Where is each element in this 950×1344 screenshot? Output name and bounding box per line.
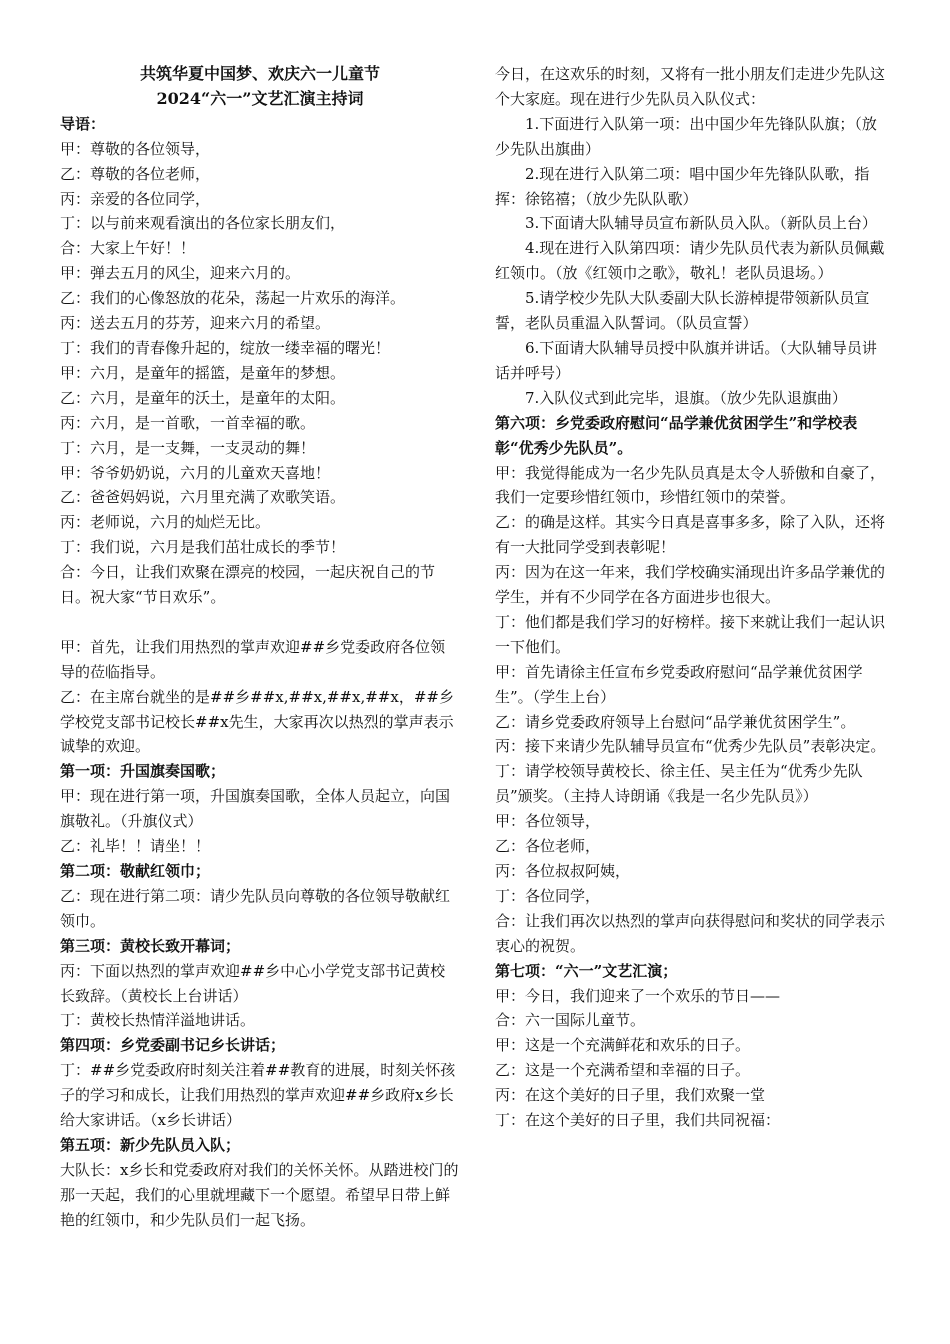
paragraph: 丙：在这个美好的日子里，我们欢聚一堂	[495, 1086, 766, 1105]
paragraph: 今日，在这欢乐的时刻，又将有一批小朋友们走进少先队这个大家庭。现在进行少先队员入队仪式：	[495, 65, 886, 108]
paragraph: 甲：今日，我们迎来了一个欢乐的节日——	[495, 986, 781, 1005]
paragraph: 合：大家上午好！！	[60, 239, 196, 258]
paragraph: 合：六一国际儿童节。	[495, 1011, 646, 1030]
paragraph: 丁：各位同学，	[495, 886, 601, 905]
section-heading-5: 第五项：新少先队员入队；	[60, 1135, 241, 1154]
paragraph: 丁：我们说，六月是我们茁壮成长的季节！	[60, 538, 346, 557]
paragraph: 丁：我们的青春像升起的，绽放一缕幸福的曙光！	[60, 338, 391, 357]
paragraph: 丁：六月，是一支舞，一支灵动的舞！	[60, 438, 316, 457]
paragraph: 丙：因为在这一年来，我们学校确实涌现出许多品学兼优的学生，并有不少同学在各方面进步也很大。	[495, 563, 886, 607]
paragraph: 丙：下面以热烈的掌声欢迎##乡中心小学党支部书记黄校长致辞。（黄校长上台讲话）	[60, 961, 446, 1005]
paragraph: 丙：老师说，六月的灿烂无比。	[60, 513, 271, 532]
paragraph: 丁：以与前来观看演出的各位家长朋友们，	[60, 214, 346, 233]
ceremony-step: 6.下面请大队辅导员授中队旗并讲话。（大队辅导员讲话并呼号）	[495, 338, 877, 382]
paragraph: 丁：##乡党委政府时刻关注着##教育的进展，时刻关怀孩子的学习和成长，让我们用热烈的掌声欢迎##乡政府x乡长给大家讲话。（x乡长讲话）	[60, 1061, 456, 1130]
section-heading-6: 第六项：乡党委政府慰问“品学兼优贫困学生”和学校表彰“优秀少先队员”。	[495, 413, 858, 457]
paragraph: 大队长：x乡长和党委政府对我们的关怀关怀。从踏进校门的那一天起，我们的心里就埋藏下一个愿望。希望早日带上鲜艳的红领巾，和少先队员们一起飞扬。	[60, 1160, 459, 1229]
ceremony-step: 5.请学校少先队大队委副大队长游棹提带领新队员宣誓，老队员重温入队誓词。（队员宣誓）	[495, 289, 870, 333]
doc-subtitle: 2024“六一”文艺汇演主持词	[156, 88, 364, 108]
paragraph: 乙：各位老师，	[495, 837, 601, 856]
paragraph: 甲：尊敬的各位领导，	[60, 139, 211, 158]
paragraph: 甲：我觉得能成为一名少先队员真是太令人骄傲和自豪了，我们一定要珍惜红领巾，珍惜红领巾的荣誉。	[495, 463, 886, 507]
paragraph: 丁：请学校领导黄校长、徐主任、吴主任为“优秀少先队员”颁奖。（主持人诗朗诵《我是一名少先队员》）	[495, 762, 863, 806]
left-column	[60, 62, 460, 1233]
paragraph: 甲：弹去五月的风尘，迎来六月的。	[60, 264, 301, 283]
paragraph: 合：让我们再次以热烈的掌声向获得慰问和奖状的同学表示衷心的祝贺。	[495, 911, 886, 955]
ceremony-step: 4.现在进行入队第四项：请少先队员代表为新队员佩戴红领巾。（放《红领巾之歌》，敬礼！老队员退场。）	[495, 239, 885, 283]
paragraph: 乙：的确是这样。其实今日真是喜事多多，除了入队，还将有一大批同学受到表彰呢！	[495, 513, 886, 557]
paragraph: 乙：现在进行第二项：请少先队员向尊敬的各位领导敬献红领巾。	[60, 886, 451, 930]
paragraph: 丙：送去五月的芬芳，迎来六月的希望。	[60, 314, 331, 333]
section-heading-7: 第七项：“六一”文艺汇演；	[495, 961, 678, 980]
paragraph: 合：今日，让我们欢聚在漂亮的校园，一起庆祝自己的节日。祝大家“节日欢乐”。	[60, 563, 436, 607]
ceremony-step: 2.现在进行入队第二项：唱中国少年先锋队队歌，指挥：徐铭禧；（放少先队队歌）	[495, 164, 870, 208]
paragraph: 乙：我们的心像怒放的花朵，荡起一片欢乐的海洋。	[60, 289, 406, 308]
paragraph: 甲：首先，让我们用热烈的掌声欢迎##乡党委政府各位领导的莅临指导。	[60, 637, 446, 681]
right-column	[495, 62, 890, 1133]
paragraph: 甲：这是一个充满鲜花和欢乐的日子。	[495, 1036, 751, 1055]
paragraph: 乙：在主席台就坐的是##乡##x,##x,##x,##x，##乡学校党支部书记校长##x先生，大家再次以热烈的掌声表示诚挚的欢迎。	[60, 687, 454, 756]
paragraph: 丙：六月，是一首歌，一首幸福的歌。	[60, 413, 316, 432]
section-heading-intro: 导语：	[60, 114, 106, 133]
doc-title: 共筑华夏中国梦、欢庆六一儿童节	[139, 64, 380, 83]
paragraph: 甲：六月，是童年的摇篮，是童年的梦想。	[60, 363, 346, 382]
paragraph: 乙：爸爸妈妈说，六月里充满了欢歌笑语。	[60, 488, 346, 507]
section-heading-2: 第二项：敬献红领巾；	[60, 861, 211, 880]
paragraph: 甲：各位领导，	[495, 812, 601, 831]
paragraph: 乙：礼毕！！请坐！！	[60, 837, 211, 856]
blank-line	[60, 610, 460, 635]
section-heading-3: 第三项：黄校长致开幕词；	[60, 936, 241, 955]
paragraph: 丁：他们都是我们学习的好榜样。接下来就让我们一起认识一下他们。	[495, 612, 886, 656]
paragraph: 丙：各位叔叔阿姨，	[495, 862, 631, 880]
paragraph: 甲：首先请徐主任宣布乡党委政府慰问“品学兼优贫困学生”。（学生上台）	[495, 662, 863, 706]
paragraph: 丙：亲爱的各位同学，	[60, 189, 211, 208]
paragraph: 乙：六月，是童年的沃土，是童年的太阳。	[60, 388, 346, 407]
paragraph: 丁：黄校长热情洋溢地讲话。	[60, 1011, 256, 1030]
ceremony-step: 1.下面进行入队第一项：出中国少年先锋队队旗；（放少先队出旗曲）	[495, 114, 877, 158]
paragraph: 乙：请乡党委政府领导上台慰问“品学兼优贫困学生”。	[495, 712, 856, 731]
ceremony-step: 7.入队仪式到此完毕，退旗。（放少先队退旗曲）	[525, 388, 847, 407]
section-heading-4: 第四项：乡党委副书记乡长讲话；	[60, 1036, 286, 1055]
paragraph: 丙：接下来请少先队辅导员宣布“优秀少先队员”表彰决定。	[495, 737, 886, 756]
paragraph: 甲：现在进行第一项，升国旗奏国歌，全体人员起立，向国旗敬礼。（升旗仪式）	[60, 787, 451, 831]
ceremony-step: 3.下面请大队辅导员宣布新队员入队。（新队员上台）	[525, 214, 877, 233]
paragraph: 丁：在这个美好的日子里，我们共同祝福：	[495, 1111, 781, 1130]
paragraph: 乙：尊敬的各位老师，	[60, 164, 211, 183]
paragraph: 乙：这是一个充满希望和幸福的日子。	[495, 1061, 751, 1080]
section-heading-1: 第一项：升国旗奏国歌；	[60, 762, 226, 781]
paragraph: 甲：爷爷奶奶说，六月的儿童欢天喜地！	[60, 463, 331, 482]
